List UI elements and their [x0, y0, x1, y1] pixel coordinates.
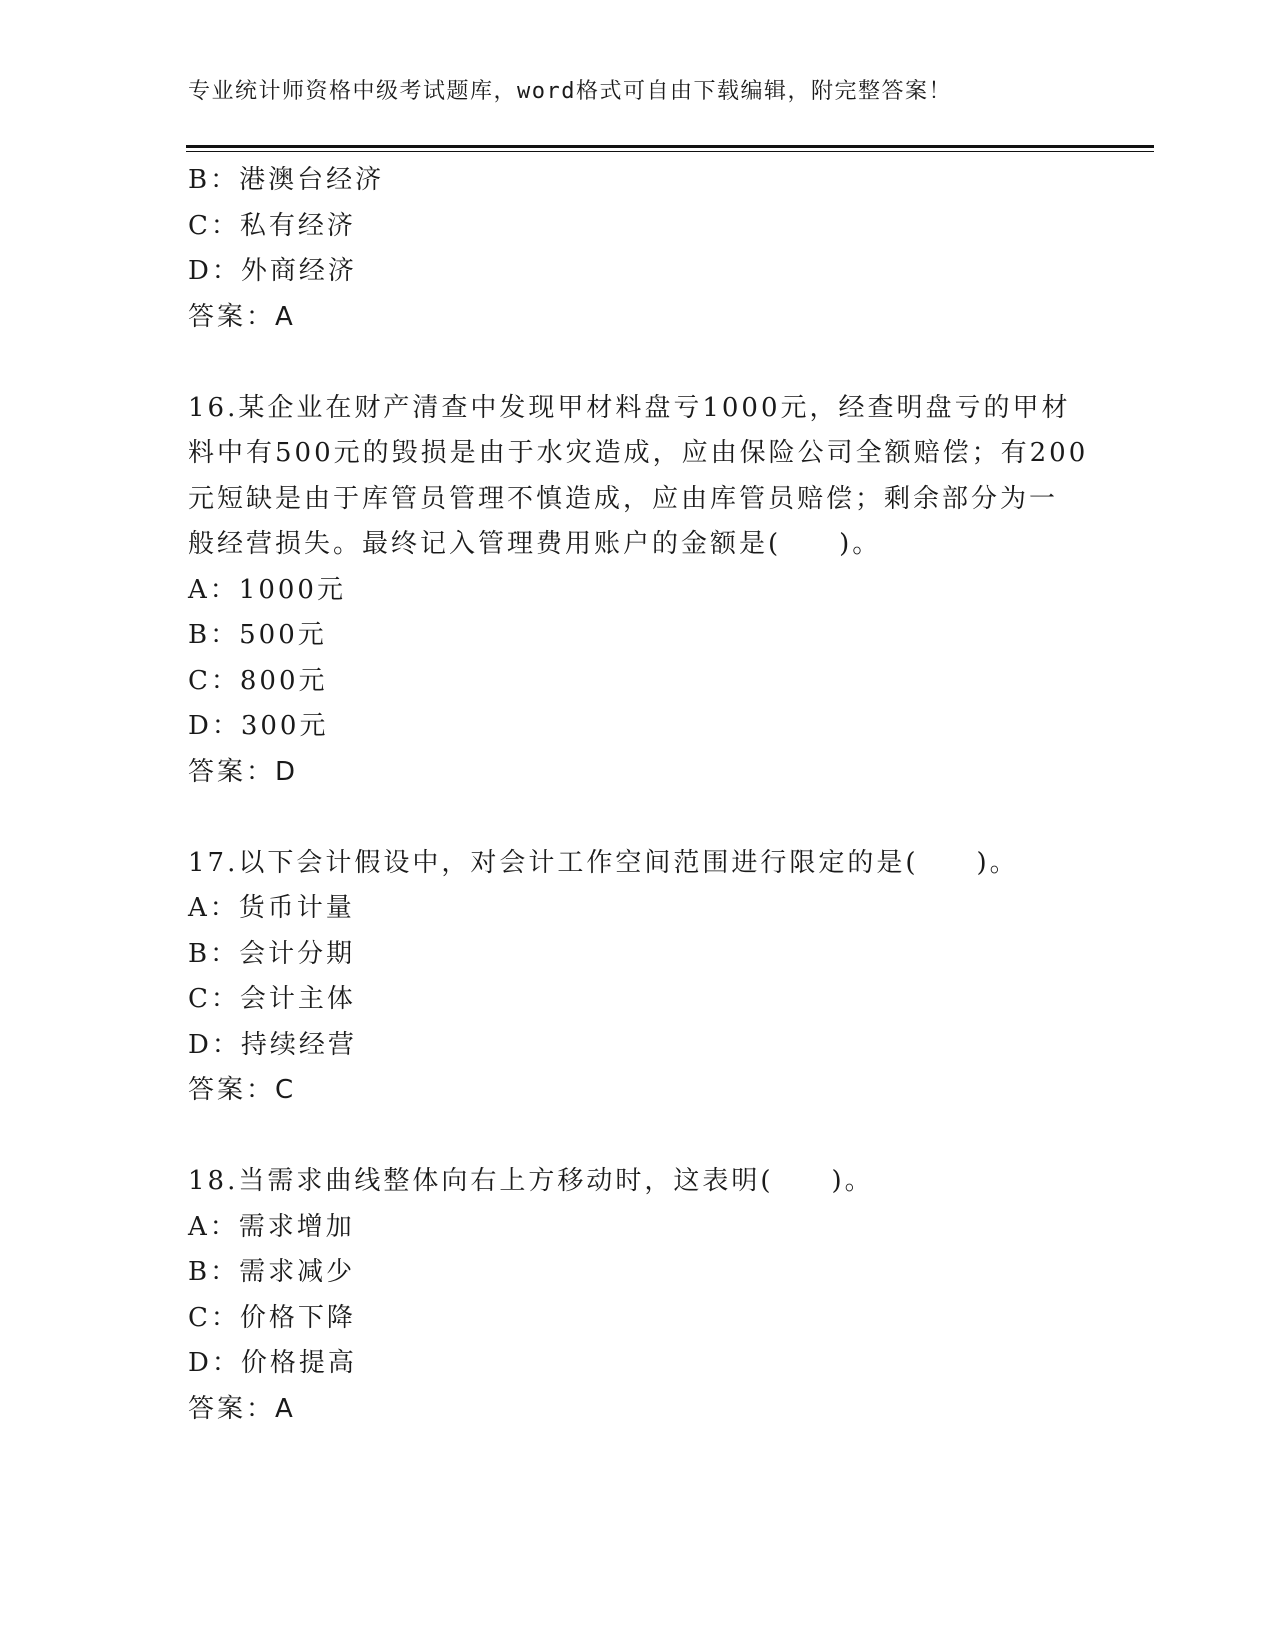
option-d: D：外商经济 [188, 256, 357, 286]
question-16 [188, 386, 1088, 796]
question-gap [188, 795, 1088, 841]
answer: 答案：C [188, 1075, 297, 1105]
question-18 [188, 1159, 1088, 1432]
question-list [188, 158, 1088, 1432]
question-gap [188, 340, 1088, 386]
question-stem-line: 般经营损失。最终记入管理费用账户的金额是( )。 [188, 529, 882, 559]
page-header: 专业统计师资格中级考试题库，word格式可自由下载编辑，附完整答案！ [188, 79, 952, 104]
option-b: B：500元 [188, 620, 327, 650]
question-17 [188, 841, 1088, 1114]
answer: 答案：A [188, 301, 296, 332]
question-stem-line: 17.以下会计假设中，对会计工作空间范围进行限定的是( )。 [188, 847, 1019, 878]
question-gap [188, 1114, 1088, 1160]
question-stem-line: 元短缺是由于库管员管理不慎造成，应由库管员赔偿；剩余部分为一 [188, 483, 1059, 514]
question-stem-line: 18.当需求曲线整体向右上方移动时，这表明( )。 [188, 1166, 874, 1196]
question-stem-line: 16.某企业在财产清查中发现甲材料盘亏1000元，经查明盘亏的甲材 [188, 392, 1071, 423]
option-c: C：私有经济 [188, 210, 356, 241]
option-d: D：价格提高 [188, 1348, 357, 1378]
answer: 答案：D [188, 756, 299, 787]
option-b: B：会计分期 [188, 938, 356, 969]
header-rule-thin [186, 151, 1154, 152]
option-a: A：1000元 [188, 574, 346, 605]
answer: 答案：A [188, 1393, 296, 1424]
header-rule-thick [186, 145, 1154, 148]
option-c: C：会计主体 [188, 984, 356, 1014]
option-b: B：港澳台经济 [188, 165, 385, 195]
option-d: D：300元 [188, 711, 329, 741]
option-b: B：需求减少 [188, 1257, 356, 1287]
option-d: D：持续经营 [188, 1029, 357, 1060]
option-c: C：800元 [188, 665, 328, 696]
prev-question [188, 158, 1088, 340]
option-c: C：价格下降 [188, 1302, 356, 1333]
option-a: A：货币计量 [188, 893, 355, 923]
question-stem-line: 料中有500元的毁损是由于水灾造成，应由保险公司全额赔偿；有200 [188, 438, 1089, 468]
option-a: A：需求增加 [188, 1211, 355, 1242]
